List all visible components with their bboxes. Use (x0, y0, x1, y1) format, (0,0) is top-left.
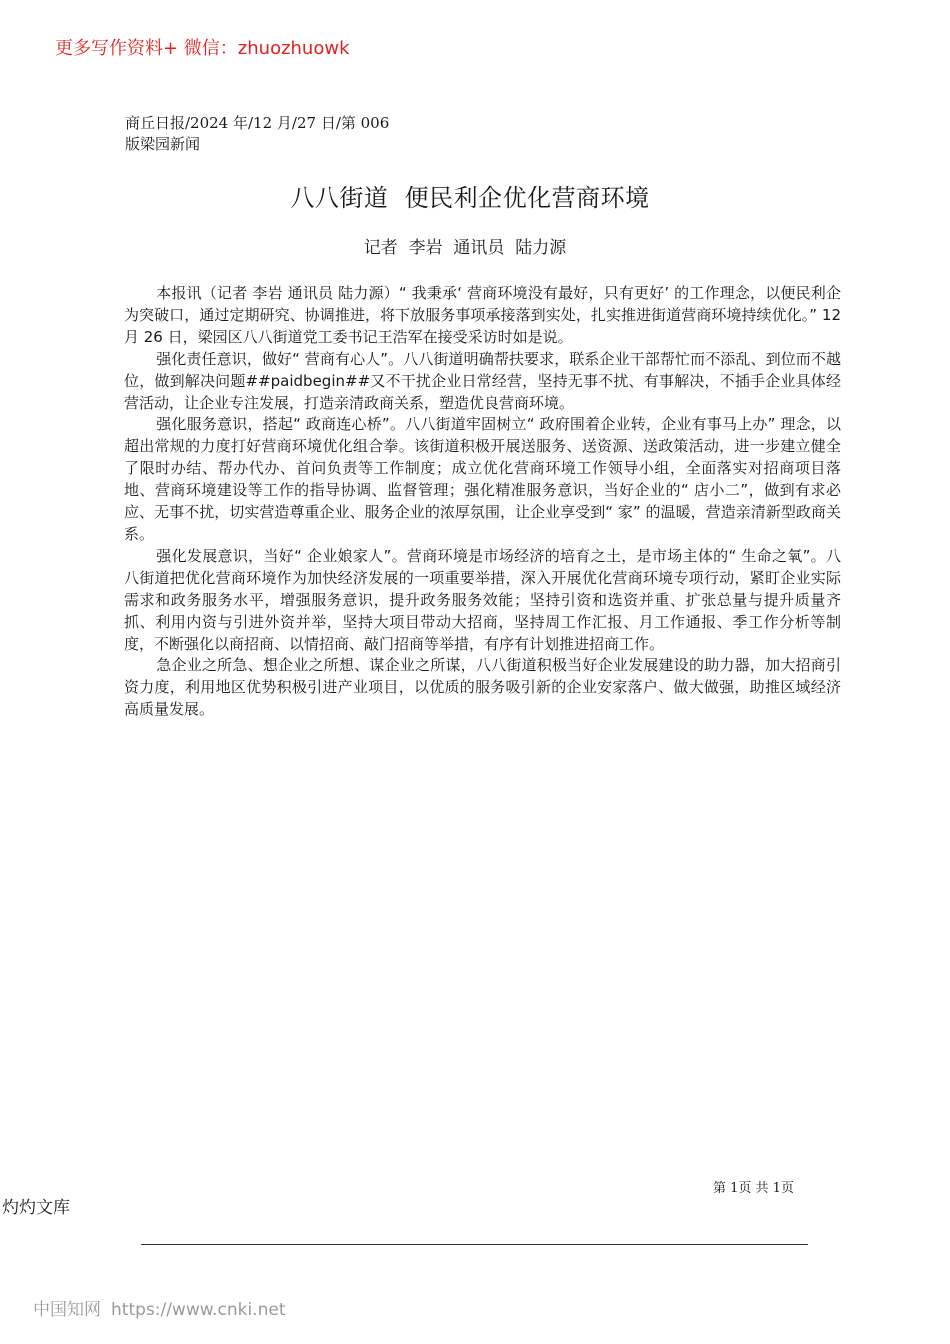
footer-watermark (33, 1295, 285, 1320)
footer-divider (141, 1244, 808, 1245)
paragraph: 本报讯（记者 李岩 通讯员 陆力源）“ 我秉承‘ 营商环境没有最好，只有更好’ 的工作理念，以便民利企为突破口，通过定期研究、协调推进，将下放服务事项承接落到实处，扎实推进街道营商环境持续优化。” 12 月 26 日，梁园区八八街道党工委书记王浩军在接受采访时如是说。 (124, 284, 841, 346)
promo-banner: 更多写作资料+ 微信：zhuozhuowk (55, 38, 350, 59)
article-byline: 记者 李岩 通讯员 陆力源 (363, 238, 567, 258)
paragraph: 强化发展意识，当好“ 企业娘家人”。营商环境是市场经济的培育之土，是市场主体的“ 生命之氧”。八八街道把优化营商环境作为加快经济发展的一项重要举措，深入开展优化营商环境专项行动，紧盯企业实际需求和政务服务水平，增强服务意识，提升政务服务效能；坚持引资和选资并重、扩张总量与提升质量齐抓、利用内资与引进外资并举，坚持大项目带动大招商，坚持周工作汇报、月工作通报、季工作分析等制度，不断强化以商招商、以情招商、敲门招商等举措，有序有计划推进招商工作。 (124, 546, 841, 653)
page-number: 第 1页 共 1页 (713, 1181, 794, 1196)
paragraph: 急企业之所急、想企业之所想、谋企业之所谋，八八街道积极当好企业发展建设的助力器，加大招商引资力度，利用地区优势积极引进产业项目，以优质的服务吸引新的企业安家落户、做大做强，助推区域经济高质量发展。 (124, 656, 841, 719)
article-title: 八八街道 便民利企优化营商环境 (290, 184, 650, 212)
paragraph: 强化责任意识，做好“ 营商有心人”。八八街道明确帮扶要求，联系企业干部帮忙而不添乱、到位而不越位，做到解决问题##paidbegin##又不干扰企业日常经营，坚持无事不扰、有事解决，不插手企业具体经营活动，让企业专注发展，打造亲清政商关系，塑造优良营商环境。 (124, 349, 841, 412)
paragraph: 强化服务意识，搭起“ 政商连心桥”。八八街道牢固树立“ 政府围着企业转，企业有事马上办” 理念，以超出常规的力度打好营商环境优化组合拳。该街道积极开展送服务、送资源、送政策活动，进一步建立健全了限时办结、帮办代办、首问负责等工作制度；成立优化营商环境工作领导小组，全面落实对招商项目落地、营商环境建设等工作的指导协调、监督管理；强化精准服务意识，当好企业的“ 店小二”，做到有求必应、无事不扰，切实营造尊重企业、服务企业的浓厚氛围，让企业享受到“ 家” 的温暖，营造亲清新型政商关系。 (124, 415, 841, 543)
source-line-1: 商丘日报/2024 年/12 月/27 日/第 006 (125, 114, 390, 132)
source-info (125, 113, 389, 155)
footer-site-name: 中国知网 (33, 1300, 101, 1320)
footer-url: https://www.cnki.net (111, 1300, 286, 1320)
article-body (124, 283, 841, 721)
source-line-2: 版梁园新闻 (125, 135, 201, 153)
library-name: 灼灼文库 (2, 1198, 70, 1218)
